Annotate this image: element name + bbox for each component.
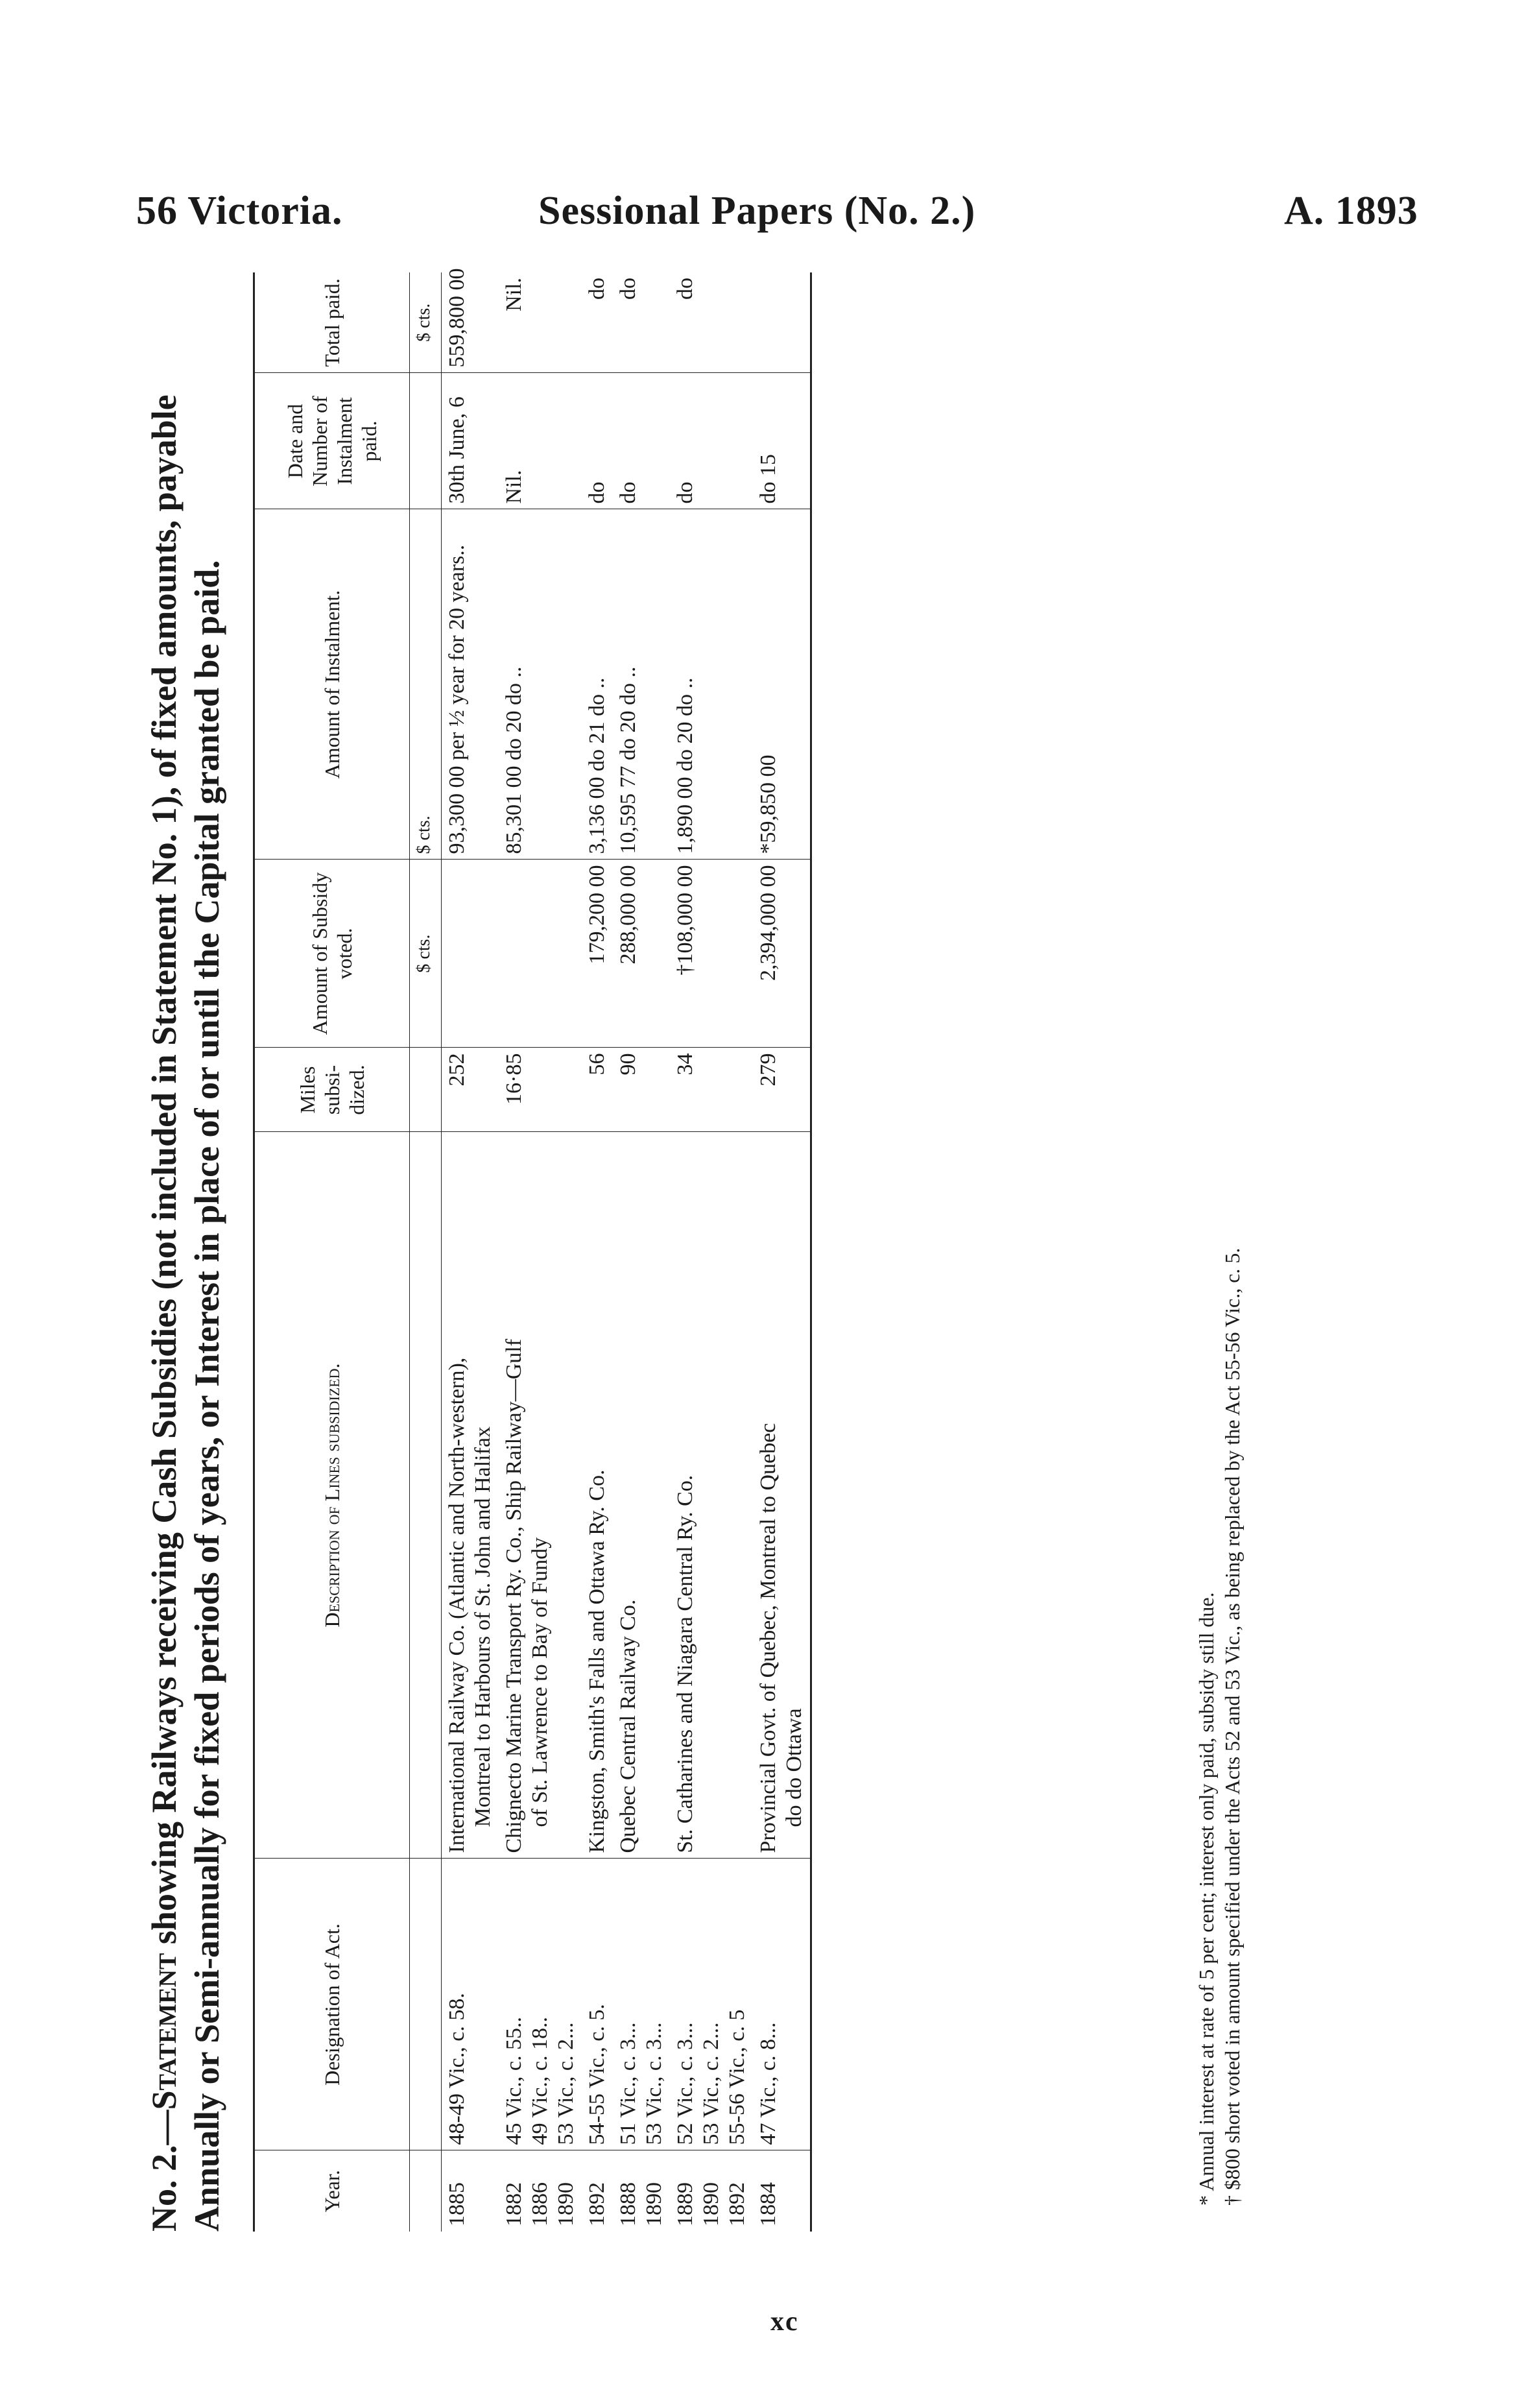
units-row <box>410 272 442 2232</box>
col-date-number: Date and Number of Instalment paid. <box>254 373 410 509</box>
row-total: do <box>616 278 640 300</box>
title-rest: showing Railways receiving Cash Subsidies (not included in Statement No. 1), of fixed amounts, payable Annually or Semi-annually for fixed periods of years, or Interest in place of or until the Capital granted be paid. <box>145 394 226 2232</box>
title-prefix: No. 2.— <box>145 2110 184 2232</box>
table-row <box>499 272 582 2232</box>
subsidy-table <box>253 268 812 2232</box>
rotated-statement <box>143 268 1336 2232</box>
col-description: Description of Lines subsidized. <box>254 1132 410 1859</box>
row-instalment-terms: do 21 do .. <box>585 677 609 771</box>
footnote: * Annual interest at rate of 5 per cent; interest only paid, subsidy still due. <box>1195 1592 1218 2206</box>
table-row <box>613 272 670 2232</box>
row-total: do <box>585 278 609 300</box>
row-year: 1886 <box>528 2182 552 2226</box>
row-instalment-amount: *59,850 00 <box>756 754 780 854</box>
row-miles: 34 <box>673 1053 697 1076</box>
row-miles: 16·85 <box>502 1053 526 1105</box>
running-header-left: 56 Victoria. <box>136 189 343 233</box>
row-miles: 90 <box>616 1053 640 1076</box>
row-date-number: do 15 <box>756 454 780 504</box>
row-year: 1889 <box>673 2182 697 2226</box>
row-year: 1885 <box>445 2182 469 2226</box>
row-act: 49 Vic., c. 18.. <box>528 2016 552 2145</box>
table-row <box>670 272 753 2232</box>
row-description-line2: do do Ottawa <box>782 1708 806 1827</box>
row-act: 53 Vic., c. 3... <box>642 2022 666 2145</box>
footnote: † $800 short voted in amount specified under the Acts 52 and 53 Vic., as being replaced by the Act 55-56 Vic., c. 5. <box>1221 1247 1244 2206</box>
row-description: Quebec Central Railway Co. <box>616 1599 640 1853</box>
units-voted: $ cts. <box>410 860 442 1048</box>
row-year: 1892 <box>725 2182 749 2226</box>
row-act: 51 Vic., c. 3... <box>616 2022 640 2145</box>
row-description: Chignecto Marine Transport Ry. Co., Ship Railway—Gulf <box>502 1338 526 1853</box>
row-voted: †108,000 00 <box>673 865 697 976</box>
row-instalment-terms: do 20 do .. <box>616 666 640 760</box>
statement-title <box>143 272 228 2232</box>
col-year: Year. <box>254 2150 410 2232</box>
row-date-number: 30th June, 6 <box>445 396 469 504</box>
col-amount-instalment: Amount of Instalment. <box>254 509 410 860</box>
row-act: 55-56 Vic., c. 5 <box>725 2009 749 2145</box>
title-statement-word: Statement <box>145 1953 184 2110</box>
row-act: 47 Vic., c. 8... <box>756 2022 780 2145</box>
units-instalment: $ cts. <box>410 509 442 860</box>
page-folio: xc <box>770 2307 799 2337</box>
row-date-number: do <box>616 481 640 504</box>
row-description: Kingston, Smith's Falls and Ottawa Ry. Co. <box>585 1469 609 1853</box>
col-amount-voted: Amount of Subsidy voted. <box>254 860 410 1048</box>
row-year: 1884 <box>756 2182 780 2226</box>
row-miles: 252 <box>445 1053 469 1087</box>
table-row <box>582 272 613 2232</box>
table-header-row <box>254 272 410 2232</box>
row-instalment-amount: 10,595 77 <box>616 765 640 854</box>
row-year: 1888 <box>616 2182 640 2226</box>
row-year: 1882 <box>502 2182 526 2226</box>
row-miles: 56 <box>585 1053 609 1076</box>
row-description: International Railway Co. (Atlantic and North-western), <box>445 1357 469 1853</box>
row-act: 52 Vic., c. 3... <box>673 2022 697 2145</box>
col-miles: Miles subsi-dized. <box>254 1048 410 1132</box>
row-total: do <box>673 278 697 300</box>
table-row <box>442 272 499 2232</box>
row-instalment-amount: 3,136 00 <box>585 777 609 854</box>
row-year: 1890 <box>554 2182 578 2226</box>
row-miles: 279 <box>756 1053 780 1087</box>
row-instalment-amount: 85,301 00 <box>502 765 526 854</box>
row-year: 1892 <box>585 2182 609 2226</box>
row-instalment-amount: 93,300 00 <box>445 765 469 854</box>
row-act: 45 Vic., c. 55.. <box>502 2016 526 2145</box>
row-act: 54-55 Vic., c. 5. <box>585 2004 609 2145</box>
table-row <box>753 272 811 2232</box>
row-description: Provincial Govt. of Quebec, Montreal to Quebec <box>756 1423 780 1853</box>
row-total: 559,800 00 <box>445 268 469 368</box>
row-instalment-terms: do 20 do .. <box>502 666 526 760</box>
row-voted: 2,394,000 00 <box>756 865 780 981</box>
row-description-line2: of St. Lawrence to Bay of Fundy <box>528 1537 552 1827</box>
row-total: Nil. <box>502 278 526 311</box>
row-year: 1890 <box>699 2182 723 2226</box>
col-designation: Designation of Act. <box>254 1859 410 2150</box>
row-act: 53 Vic., c. 2... <box>699 2022 723 2145</box>
row-instalment-amount: 1,890 00 <box>673 777 697 854</box>
row-date-number: Nil. <box>502 470 526 504</box>
row-date-number: do <box>585 481 609 504</box>
running-header-center: Sessional Papers (No. 2.) <box>538 189 976 233</box>
row-description-line2: Montreal to Harbours of St. John and Halifax <box>471 1426 495 1827</box>
row-act: 48-49 Vic., c. 58. <box>445 1993 469 2145</box>
row-date-number: do <box>673 481 697 504</box>
row-description: St. Catharines and Niagara Central Ry. Co. <box>673 1475 697 1853</box>
running-header-right: A. 1893 <box>1284 189 1418 233</box>
row-voted: 179,200 00 <box>585 865 609 965</box>
row-act: 53 Vic., c. 2... <box>554 2022 578 2145</box>
units-total: $ cts. <box>410 272 442 373</box>
row-year: 1890 <box>642 2182 666 2226</box>
footnotes <box>1193 1248 1245 2206</box>
row-instalment-terms: do 20 do .. <box>673 677 697 771</box>
row-instalment-terms: per ½ year for 20 years.. <box>445 544 469 760</box>
row-voted: 288,000 00 <box>616 865 640 965</box>
col-total-paid: Total paid. <box>254 272 410 373</box>
